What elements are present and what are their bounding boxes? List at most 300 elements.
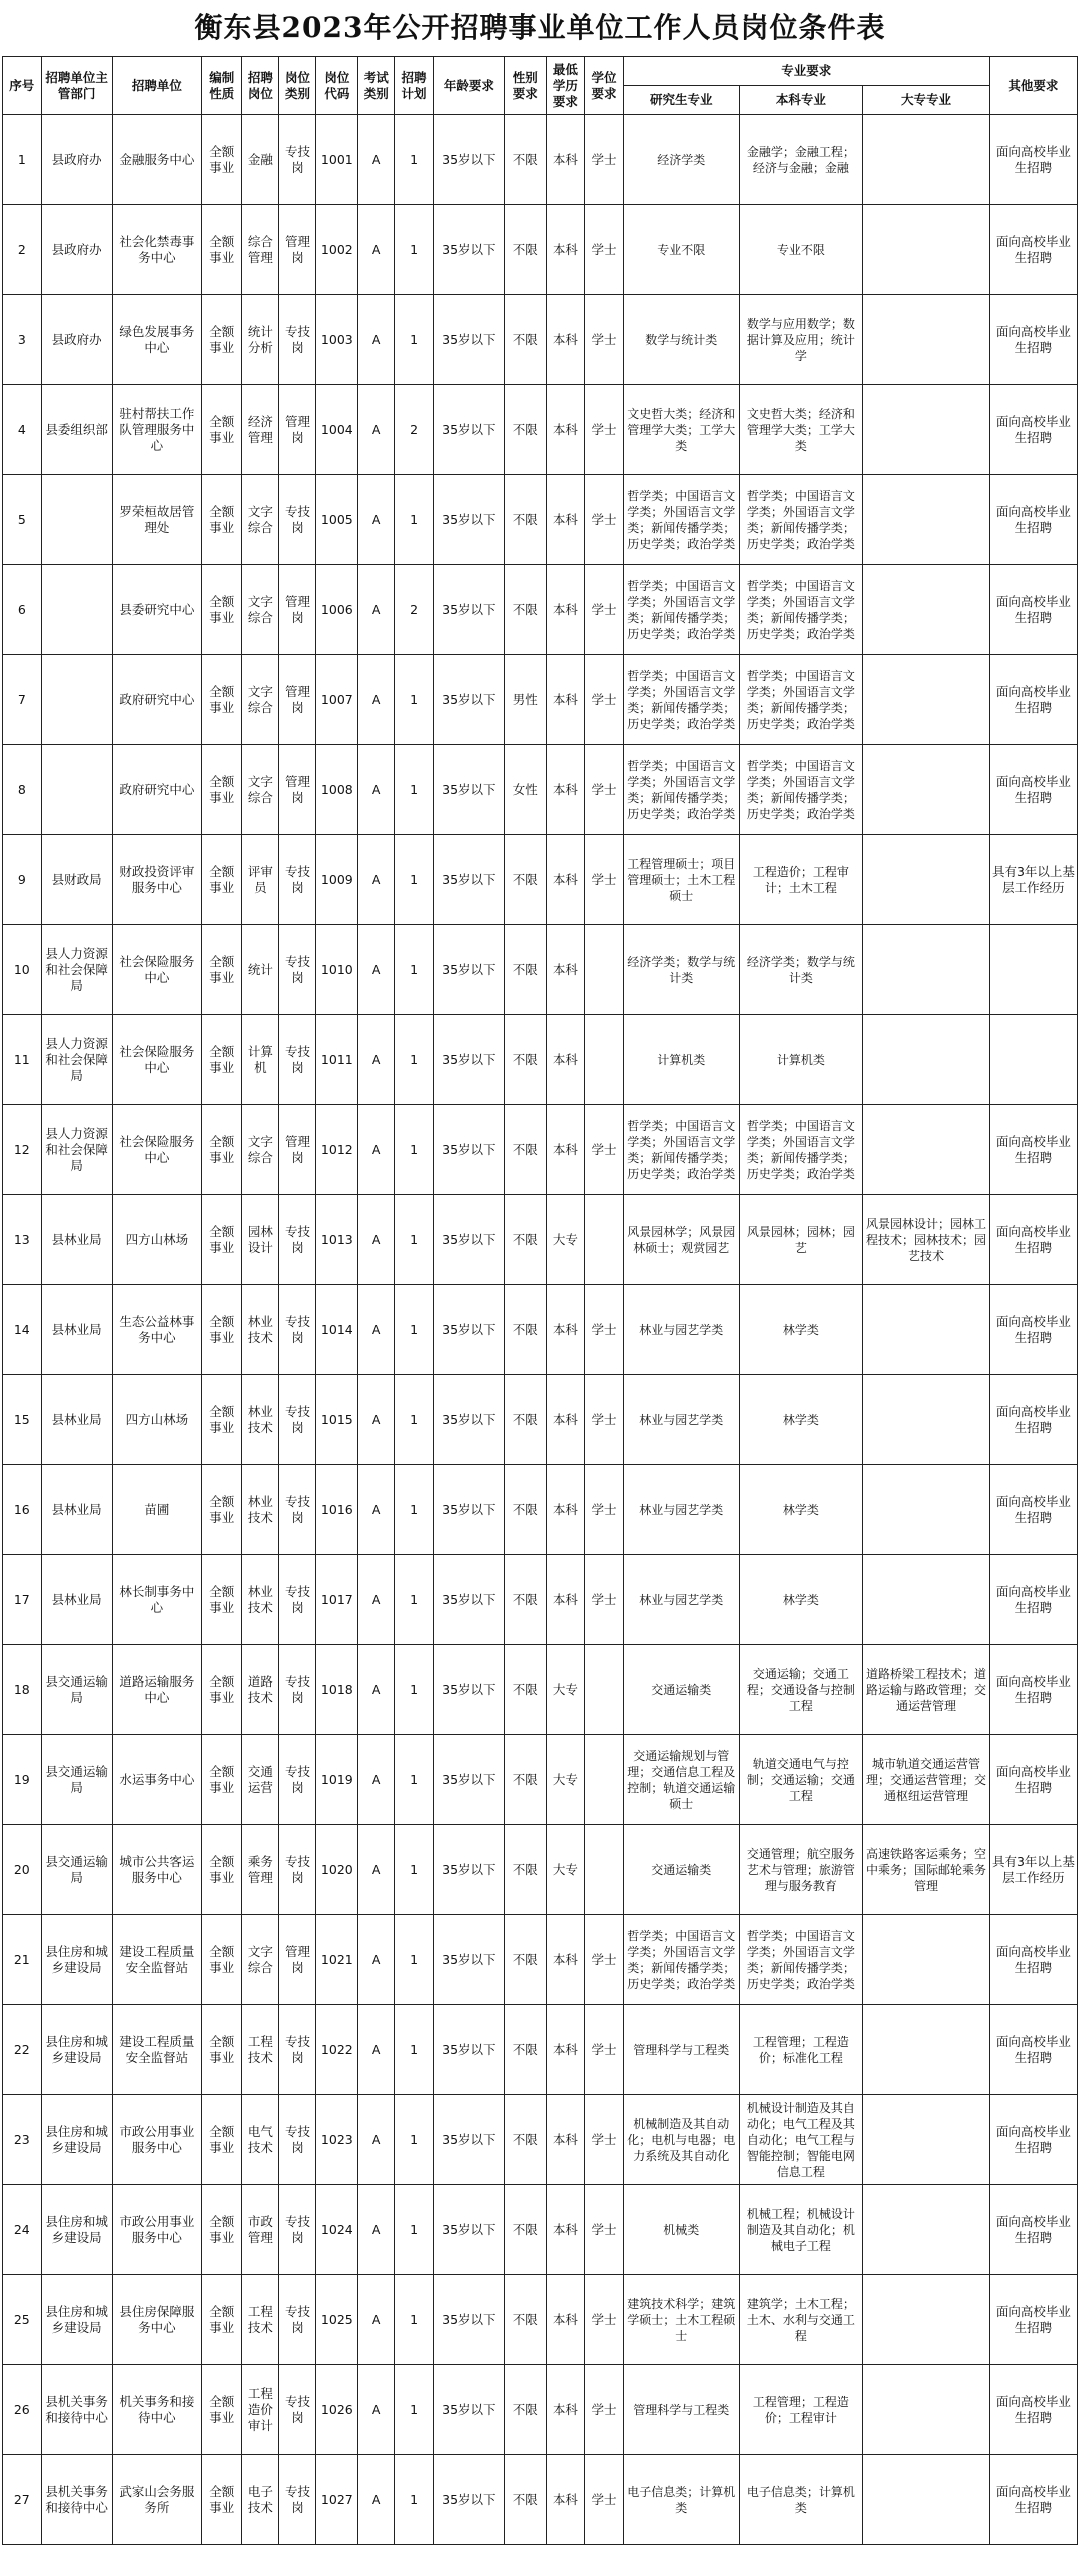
cell-other: 面向高校毕业生招聘 xyxy=(989,1105,1077,1195)
table-row xyxy=(3,295,1078,385)
cell-bachelor-major: 风景园林；园林；园艺 xyxy=(739,1195,863,1285)
cell-unit: 武家山会务服务所 xyxy=(112,2455,202,2545)
cell-college-major xyxy=(863,295,990,385)
cell-plan: 1 xyxy=(395,1825,434,1915)
cell-degree xyxy=(585,1825,624,1915)
cell-college-major xyxy=(863,2185,990,2275)
cell-grad-major: 机械制造及其自动化；电机与电器；电力系统及其自动化 xyxy=(623,2095,739,2185)
cell-code: 1027 xyxy=(316,2455,358,2545)
cell-exam: A xyxy=(358,1195,395,1285)
cell-gender: 不限 xyxy=(504,1465,546,1555)
table-row xyxy=(3,2095,1078,2185)
cell-code: 1005 xyxy=(316,475,358,565)
cell-age: 35岁以下 xyxy=(433,1555,504,1645)
cell-post: 道路技术 xyxy=(242,1645,279,1735)
cell-seq: 19 xyxy=(3,1735,42,1825)
cell-dept: 县住房和城乡建设局 xyxy=(41,2185,112,2275)
cell-bachelor-major: 工程管理；工程造价；标准化工程 xyxy=(739,2005,863,2095)
cell-staffing: 全额事业 xyxy=(202,475,242,565)
cell-plan: 1 xyxy=(395,1195,434,1285)
cell-plan: 1 xyxy=(395,115,434,205)
cell-bachelor-major: 计算机类 xyxy=(739,1015,863,1105)
cell-category: 专技岗 xyxy=(279,925,316,1015)
cell-degree: 学士 xyxy=(585,475,624,565)
cell-exam: A xyxy=(358,2275,395,2365)
cell-code: 1007 xyxy=(316,655,358,745)
cell-college-major xyxy=(863,1015,990,1105)
cell-post: 工程造价审计 xyxy=(242,2365,279,2455)
cell-degree xyxy=(585,1735,624,1825)
cell-dept xyxy=(41,655,112,745)
cell-seq: 2 xyxy=(3,205,42,295)
cell-gender: 不限 xyxy=(504,385,546,475)
job-conditions-table xyxy=(2,56,1078,2545)
cell-post: 综合管理 xyxy=(242,205,279,295)
cell-exam: A xyxy=(358,1915,395,2005)
cell-bachelor-major: 建筑学；土木工程；土木、水利与交通工程 xyxy=(739,2275,863,2365)
cell-staffing: 全额事业 xyxy=(202,2095,242,2185)
cell-staffing: 全额事业 xyxy=(202,745,242,835)
cell-code: 1016 xyxy=(316,1465,358,1555)
cell-dept xyxy=(41,745,112,835)
cell-staffing: 全额事业 xyxy=(202,925,242,1015)
cell-bachelor-major: 金融学；金融工程；经济与金融；金融 xyxy=(739,115,863,205)
cell-unit: 驻村帮扶工作队管理服务中心 xyxy=(112,385,202,475)
cell-bachelor-major: 哲学类；中国语言文学类；外国语言文学类；新闻传播学类；历史学类；政治学类 xyxy=(739,475,863,565)
cell-dept: 县林业局 xyxy=(41,1555,112,1645)
cell-unit: 金融服务中心 xyxy=(112,115,202,205)
cell-code: 1008 xyxy=(316,745,358,835)
cell-grad-major: 管理科学与工程类 xyxy=(623,2005,739,2095)
cell-degree: 学士 xyxy=(585,1465,624,1555)
table-row xyxy=(3,1465,1078,1555)
cell-gender: 不限 xyxy=(504,2275,546,2365)
cell-edu: 本科 xyxy=(546,925,585,1015)
header-college: 大专专业 xyxy=(863,86,990,115)
cell-edu: 本科 xyxy=(546,2455,585,2545)
cell-gender: 不限 xyxy=(504,1915,546,2005)
header-post: 招聘岗位 xyxy=(242,57,279,115)
cell-other: 面向高校毕业生招聘 xyxy=(989,655,1077,745)
header-age: 年龄要求 xyxy=(433,57,504,115)
cell-edu: 本科 xyxy=(546,835,585,925)
cell-degree: 学士 xyxy=(585,2455,624,2545)
cell-bachelor-major: 林学类 xyxy=(739,1285,863,1375)
cell-exam: A xyxy=(358,475,395,565)
header-bachelor: 本科专业 xyxy=(739,86,863,115)
cell-other: 面向高校毕业生招聘 xyxy=(989,745,1077,835)
cell-category: 管理岗 xyxy=(279,565,316,655)
cell-post: 计算机 xyxy=(242,1015,279,1105)
cell-other: 面向高校毕业生招聘 xyxy=(989,475,1077,565)
cell-degree: 学士 xyxy=(585,745,624,835)
cell-post: 文字综合 xyxy=(242,1915,279,2005)
cell-plan: 1 xyxy=(395,1375,434,1465)
cell-seq: 7 xyxy=(3,655,42,745)
cell-staffing: 全额事业 xyxy=(202,205,242,295)
cell-age: 35岁以下 xyxy=(433,835,504,925)
header-staffing: 编制性质 xyxy=(202,57,242,115)
cell-unit: 县住房保障服务中心 xyxy=(112,2275,202,2365)
cell-degree xyxy=(585,1015,624,1105)
cell-gender: 不限 xyxy=(504,1015,546,1105)
cell-college-major xyxy=(863,2455,990,2545)
cell-plan: 1 xyxy=(395,2275,434,2365)
cell-plan: 1 xyxy=(395,1465,434,1555)
table-row xyxy=(3,1105,1078,1195)
cell-exam: A xyxy=(358,1465,395,1555)
cell-college-major xyxy=(863,385,990,475)
cell-plan: 1 xyxy=(395,295,434,385)
cell-other: 面向高校毕业生招聘 xyxy=(989,1465,1077,1555)
cell-exam: A xyxy=(358,2185,395,2275)
cell-edu: 本科 xyxy=(546,2185,585,2275)
cell-plan: 1 xyxy=(395,1555,434,1645)
cell-exam: A xyxy=(358,2095,395,2185)
cell-staffing: 全额事业 xyxy=(202,1195,242,1285)
cell-code: 1015 xyxy=(316,1375,358,1465)
cell-seq: 1 xyxy=(3,115,42,205)
cell-category: 专技岗 xyxy=(279,1375,316,1465)
cell-post: 经济管理 xyxy=(242,385,279,475)
cell-dept: 县政府办 xyxy=(41,295,112,385)
cell-other: 面向高校毕业生招聘 xyxy=(989,1645,1077,1735)
cell-grad-major: 电子信息类；计算机类 xyxy=(623,2455,739,2545)
cell-degree: 学士 xyxy=(585,295,624,385)
cell-other xyxy=(989,1015,1077,1105)
cell-degree: 学士 xyxy=(585,385,624,475)
cell-code: 1006 xyxy=(316,565,358,655)
cell-plan: 1 xyxy=(395,1285,434,1375)
cell-staffing: 全额事业 xyxy=(202,1555,242,1645)
cell-edu: 本科 xyxy=(546,745,585,835)
cell-plan: 1 xyxy=(395,205,434,295)
cell-dept: 县机关事务和接待中心 xyxy=(41,2455,112,2545)
table-row xyxy=(3,1375,1078,1465)
header-seq: 序号 xyxy=(3,57,42,115)
cell-plan: 1 xyxy=(395,2455,434,2545)
cell-grad-major: 林业与园艺学类 xyxy=(623,1555,739,1645)
cell-edu: 本科 xyxy=(546,1015,585,1105)
cell-college-major xyxy=(863,205,990,295)
cell-exam: A xyxy=(358,1375,395,1465)
cell-college-major xyxy=(863,835,990,925)
table-row xyxy=(3,115,1078,205)
cell-code: 1014 xyxy=(316,1285,358,1375)
cell-exam: A xyxy=(358,565,395,655)
cell-post: 电气技术 xyxy=(242,2095,279,2185)
cell-gender: 不限 xyxy=(504,205,546,295)
cell-dept xyxy=(41,565,112,655)
cell-grad-major: 经济学类；数学与统计类 xyxy=(623,925,739,1015)
cell-post: 林业技术 xyxy=(242,1555,279,1645)
cell-category: 专技岗 xyxy=(279,2455,316,2545)
cell-exam: A xyxy=(358,2365,395,2455)
cell-code: 1012 xyxy=(316,1105,358,1195)
cell-gender: 不限 xyxy=(504,1825,546,1915)
header-gender: 性别要求 xyxy=(504,57,546,115)
cell-other: 具有3年以上基层工作经历 xyxy=(989,835,1077,925)
cell-college-major: 风景园林设计；园林工程技术；园林技术；园艺技术 xyxy=(863,1195,990,1285)
header-exam: 考试类别 xyxy=(358,57,395,115)
table-row xyxy=(3,385,1078,475)
cell-grad-major: 建筑技术科学；建筑学硕士；土木工程硕士 xyxy=(623,2275,739,2365)
cell-grad-major: 哲学类；中国语言文学类；外国语言文学类；新闻传播学类；历史学类；政治学类 xyxy=(623,475,739,565)
cell-edu: 本科 xyxy=(546,1555,585,1645)
cell-other: 面向高校毕业生招聘 xyxy=(989,115,1077,205)
cell-college-major xyxy=(863,655,990,745)
cell-grad-major: 数学与统计类 xyxy=(623,295,739,385)
cell-post: 林业技术 xyxy=(242,1465,279,1555)
cell-grad-major: 工程管理硕士；项目管理硕士；土木工程硕士 xyxy=(623,835,739,925)
table-row xyxy=(3,205,1078,295)
cell-category: 管理岗 xyxy=(279,745,316,835)
cell-category: 专技岗 xyxy=(279,1825,316,1915)
cell-seq: 11 xyxy=(3,1015,42,1105)
cell-gender: 不限 xyxy=(504,2185,546,2275)
cell-plan: 1 xyxy=(395,2095,434,2185)
cell-seq: 16 xyxy=(3,1465,42,1555)
cell-seq: 9 xyxy=(3,835,42,925)
cell-seq: 14 xyxy=(3,1285,42,1375)
cell-staffing: 全额事业 xyxy=(202,1465,242,1555)
header-major: 专业要求 xyxy=(623,57,989,86)
cell-edu: 大专 xyxy=(546,1735,585,1825)
cell-exam: A xyxy=(358,925,395,1015)
cell-seq: 20 xyxy=(3,1825,42,1915)
cell-college-major xyxy=(863,565,990,655)
cell-bachelor-major: 机械工程；机械设计制造及其自动化；机械电子工程 xyxy=(739,2185,863,2275)
cell-gender: 不限 xyxy=(504,835,546,925)
cell-gender: 不限 xyxy=(504,115,546,205)
cell-category: 专技岗 xyxy=(279,2275,316,2365)
cell-bachelor-major: 工程管理；工程造价；工程审计 xyxy=(739,2365,863,2455)
cell-unit: 建设工程质量安全监督站 xyxy=(112,2005,202,2095)
cell-code: 1019 xyxy=(316,1735,358,1825)
cell-category: 专技岗 xyxy=(279,1645,316,1735)
cell-grad-major: 交通运输类 xyxy=(623,1825,739,1915)
cell-staffing: 全额事业 xyxy=(202,1915,242,2005)
cell-age: 35岁以下 xyxy=(433,2275,504,2365)
table-row xyxy=(3,1015,1078,1105)
cell-seq: 21 xyxy=(3,1915,42,2005)
cell-college-major xyxy=(863,1105,990,1195)
cell-degree: 学士 xyxy=(585,2365,624,2455)
table-row xyxy=(3,565,1078,655)
cell-dept: 县交通运输局 xyxy=(41,1735,112,1825)
cell-degree: 学士 xyxy=(585,835,624,925)
table-row xyxy=(3,2185,1078,2275)
cell-seq: 13 xyxy=(3,1195,42,1285)
cell-unit: 水运事务中心 xyxy=(112,1735,202,1825)
cell-grad-major: 哲学类；中国语言文学类；外国语言文学类；新闻传播学类；历史学类；政治学类 xyxy=(623,1105,739,1195)
cell-degree: 学士 xyxy=(585,2275,624,2365)
table-row xyxy=(3,1735,1078,1825)
cell-grad-major: 交通运输类 xyxy=(623,1645,739,1735)
cell-post: 乘务管理 xyxy=(242,1825,279,1915)
cell-post: 统计 xyxy=(242,925,279,1015)
cell-dept: 县政府办 xyxy=(41,115,112,205)
cell-edu: 本科 xyxy=(546,2095,585,2185)
cell-category: 管理岗 xyxy=(279,1915,316,2005)
cell-edu: 本科 xyxy=(546,385,585,475)
cell-staffing: 全额事业 xyxy=(202,1105,242,1195)
header-category: 岗位类别 xyxy=(279,57,316,115)
cell-college-major xyxy=(863,1465,990,1555)
table-body xyxy=(3,115,1078,2545)
cell-post: 文字综合 xyxy=(242,655,279,745)
cell-seq: 26 xyxy=(3,2365,42,2455)
cell-category: 专技岗 xyxy=(279,295,316,385)
cell-grad-major: 哲学类；中国语言文学类；外国语言文学类；新闻传播学类；历史学类；政治学类 xyxy=(623,1915,739,2005)
cell-exam: A xyxy=(358,205,395,295)
cell-code: 1011 xyxy=(316,1015,358,1105)
cell-plan: 2 xyxy=(395,385,434,475)
cell-grad-major: 交通运输规划与管理；交通信息工程及控制；轨道交通运输硕士 xyxy=(623,1735,739,1825)
cell-bachelor-major: 哲学类；中国语言文学类；外国语言文学类；新闻传播学类；历史学类；政治学类 xyxy=(739,745,863,835)
cell-dept: 县林业局 xyxy=(41,1285,112,1375)
cell-plan: 2 xyxy=(395,565,434,655)
cell-edu: 本科 xyxy=(546,295,585,385)
cell-gender: 不限 xyxy=(504,295,546,385)
cell-unit: 县委研究中心 xyxy=(112,565,202,655)
cell-age: 35岁以下 xyxy=(433,1465,504,1555)
cell-age: 35岁以下 xyxy=(433,2185,504,2275)
cell-unit: 建设工程质量安全监督站 xyxy=(112,1915,202,2005)
cell-post: 工程技术 xyxy=(242,2005,279,2095)
cell-category: 专技岗 xyxy=(279,1555,316,1645)
cell-other: 面向高校毕业生招聘 xyxy=(989,295,1077,385)
table-row xyxy=(3,655,1078,745)
cell-edu: 本科 xyxy=(546,1375,585,1465)
cell-unit: 财政投资评审服务中心 xyxy=(112,835,202,925)
table-row xyxy=(3,1825,1078,1915)
cell-college-major xyxy=(863,2275,990,2365)
cell-bachelor-major: 交通管理；航空服务艺术与管理；旅游管理与服务教育 xyxy=(739,1825,863,1915)
cell-degree: 学士 xyxy=(585,1105,624,1195)
cell-age: 35岁以下 xyxy=(433,1735,504,1825)
cell-bachelor-major: 数学与应用数学；数据计算及应用；统计学 xyxy=(739,295,863,385)
cell-college-major: 道路桥梁工程技术；道路运输与路政管理；交通运营管理 xyxy=(863,1645,990,1735)
cell-seq: 6 xyxy=(3,565,42,655)
table-row xyxy=(3,1645,1078,1735)
cell-seq: 4 xyxy=(3,385,42,475)
cell-plan: 1 xyxy=(395,2365,434,2455)
cell-plan: 1 xyxy=(395,1915,434,2005)
cell-exam: A xyxy=(358,1105,395,1195)
cell-unit: 四方山林场 xyxy=(112,1375,202,1465)
cell-college-major xyxy=(863,115,990,205)
cell-code: 1017 xyxy=(316,1555,358,1645)
cell-age: 35岁以下 xyxy=(433,565,504,655)
cell-code: 1002 xyxy=(316,205,358,295)
cell-gender: 不限 xyxy=(504,2005,546,2095)
cell-gender: 男性 xyxy=(504,655,546,745)
table-row xyxy=(3,745,1078,835)
cell-plan: 1 xyxy=(395,2005,434,2095)
cell-college-major xyxy=(863,475,990,565)
cell-age: 35岁以下 xyxy=(433,2365,504,2455)
header-plan: 招聘计划 xyxy=(395,57,434,115)
cell-gender: 女性 xyxy=(504,745,546,835)
cell-other xyxy=(989,925,1077,1015)
cell-staffing: 全额事业 xyxy=(202,1825,242,1915)
cell-category: 专技岗 xyxy=(279,1465,316,1555)
cell-exam: A xyxy=(358,1555,395,1645)
cell-grad-major: 哲学类；中国语言文学类；外国语言文学类；新闻传播学类；历史学类；政治学类 xyxy=(623,565,739,655)
cell-dept: 县人力资源和社会保障局 xyxy=(41,1015,112,1105)
cell-other: 面向高校毕业生招聘 xyxy=(989,2185,1077,2275)
cell-unit: 社会化禁毒事务中心 xyxy=(112,205,202,295)
cell-edu: 本科 xyxy=(546,475,585,565)
cell-bachelor-major: 哲学类；中国语言文学类；外国语言文学类；新闻传播学类；历史学类；政治学类 xyxy=(739,1915,863,2005)
cell-gender: 不限 xyxy=(504,925,546,1015)
cell-age: 35岁以下 xyxy=(433,1825,504,1915)
cell-post: 园林设计 xyxy=(242,1195,279,1285)
cell-bachelor-major: 文史哲大类；经济和管理学大类；工学大类 xyxy=(739,385,863,475)
cell-edu: 本科 xyxy=(546,2005,585,2095)
table-row xyxy=(3,2005,1078,2095)
cell-exam: A xyxy=(358,1735,395,1825)
cell-gender: 不限 xyxy=(504,1645,546,1735)
cell-plan: 1 xyxy=(395,745,434,835)
cell-code: 1022 xyxy=(316,2005,358,2095)
cell-staffing: 全额事业 xyxy=(202,115,242,205)
cell-other: 面向高校毕业生招聘 xyxy=(989,2095,1077,2185)
header-unit: 招聘单位 xyxy=(112,57,202,115)
cell-degree: 学士 xyxy=(585,115,624,205)
cell-plan: 1 xyxy=(395,1645,434,1735)
cell-category: 专技岗 xyxy=(279,1285,316,1375)
cell-grad-major: 专业不限 xyxy=(623,205,739,295)
cell-code: 1010 xyxy=(316,925,358,1015)
cell-degree: 学士 xyxy=(585,2185,624,2275)
cell-unit: 社会保险服务中心 xyxy=(112,925,202,1015)
header-other: 其他要求 xyxy=(989,57,1077,115)
cell-age: 35岁以下 xyxy=(433,1375,504,1465)
cell-dept: 县交通运输局 xyxy=(41,1825,112,1915)
cell-edu: 本科 xyxy=(546,2365,585,2455)
cell-bachelor-major: 轨道交通电气与控制；交通运输；交通工程 xyxy=(739,1735,863,1825)
cell-degree xyxy=(585,1645,624,1735)
header-dept: 招聘单位主管部门 xyxy=(41,57,112,115)
cell-category: 管理岗 xyxy=(279,385,316,475)
cell-dept: 县人力资源和社会保障局 xyxy=(41,1105,112,1195)
table-row xyxy=(3,1285,1078,1375)
cell-seq: 25 xyxy=(3,2275,42,2365)
cell-dept: 县人力资源和社会保障局 xyxy=(41,925,112,1015)
cell-grad-major: 计算机类 xyxy=(623,1015,739,1105)
cell-age: 35岁以下 xyxy=(433,1015,504,1105)
cell-age: 35岁以下 xyxy=(433,2005,504,2095)
cell-age: 35岁以下 xyxy=(433,925,504,1015)
cell-post: 交通运营 xyxy=(242,1735,279,1825)
cell-grad-major: 经济学类 xyxy=(623,115,739,205)
cell-dept: 县机关事务和接待中心 xyxy=(41,2365,112,2455)
cell-edu: 大专 xyxy=(546,1195,585,1285)
cell-post: 金融 xyxy=(242,115,279,205)
cell-category: 管理岗 xyxy=(279,655,316,745)
cell-college-major: 高速铁路客运乘务；空中乘务；国际邮轮乘务管理 xyxy=(863,1825,990,1915)
cell-college-major xyxy=(863,1555,990,1645)
cell-other: 面向高校毕业生招聘 xyxy=(989,1555,1077,1645)
cell-dept: 县住房和城乡建设局 xyxy=(41,2275,112,2365)
cell-age: 35岁以下 xyxy=(433,1195,504,1285)
cell-edu: 本科 xyxy=(546,2275,585,2365)
cell-college-major xyxy=(863,745,990,835)
cell-code: 1018 xyxy=(316,1645,358,1735)
cell-bachelor-major: 哲学类；中国语言文学类；外国语言文学类；新闻传播学类；历史学类；政治学类 xyxy=(739,1105,863,1195)
